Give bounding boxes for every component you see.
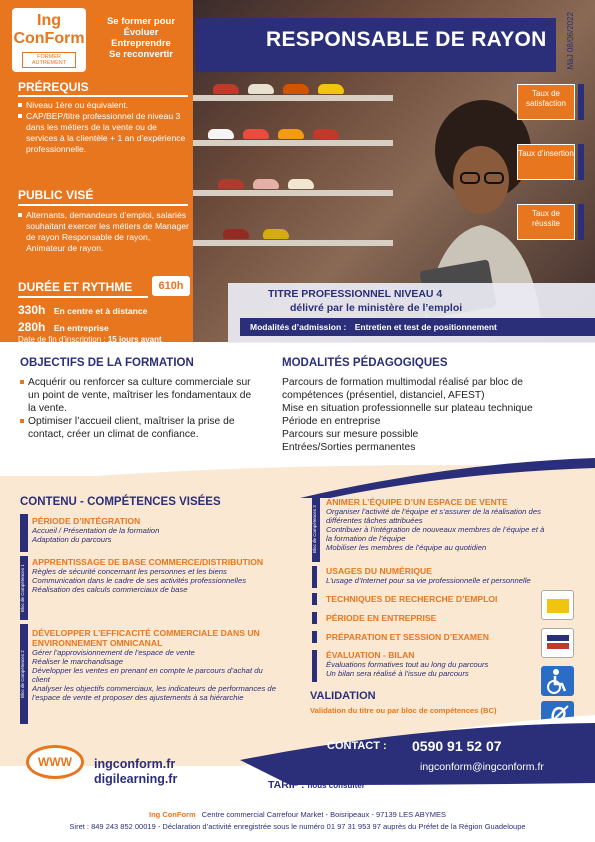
list-item: Optimiser l’accueil client, maîtriser la prise de contact, créer un climat de confiance. bbox=[20, 415, 252, 441]
module-integration bbox=[32, 516, 310, 544]
contenu-heading: CONTENU - COMPÉTENCES VISÉES bbox=[20, 496, 221, 508]
module-marker bbox=[20, 514, 28, 552]
bloc-tab: Bloc de Compétences 3 bbox=[312, 496, 320, 562]
hours-label: En entreprise bbox=[53, 323, 109, 333]
admission-band bbox=[240, 318, 595, 336]
module-periode: PÉRIODE EN ENTREPRISE bbox=[326, 613, 437, 623]
date-value: 15 jours avant bbox=[107, 335, 162, 344]
footer-address-text: Centre commercial Carrefour Market - Boisripeaux - 97139 LES ABYMES bbox=[201, 810, 447, 819]
module-line: Communication dans le cadre de ses activités professionnelles bbox=[32, 576, 247, 585]
module-line: Mobiliser les membres de l’équipe au quotidien bbox=[326, 543, 487, 552]
module-title: ÉVALUATION - BILAN bbox=[326, 650, 415, 660]
list-item: CAP/BEP/titre professionnel de niveau 3 dans les métiers de la vente ou de services à la clientèle + 1 an d’expérience professionnelle. bbox=[18, 111, 190, 155]
module-marker bbox=[312, 631, 317, 643]
hours-label: En centre et à distance bbox=[53, 306, 148, 316]
module-title: ANIMER L’ÉQUIPE D’UN ESPACE DE VENTE bbox=[326, 497, 508, 507]
comite-badge-icon bbox=[541, 628, 574, 658]
logo-line2: ConForm bbox=[13, 30, 85, 47]
divider bbox=[18, 95, 188, 97]
module-line: Développer les ventes en prenant en compte le parcours d’achat du client bbox=[32, 666, 263, 684]
module-title: USAGES DU NUMÉRIQUE bbox=[326, 566, 432, 576]
modalites-heading: MODALITÉS PÉDAGOGIQUES bbox=[282, 357, 448, 369]
divider bbox=[18, 296, 148, 298]
tarif-label: TARIF : bbox=[268, 779, 305, 791]
module-line: Réaliser le marchandisage bbox=[32, 657, 124, 666]
web-icon: WWW bbox=[26, 745, 84, 779]
wheelchair-icon bbox=[541, 666, 574, 696]
module-line: L’usage d’Internet pour sa vie professionnelle et personnelle bbox=[326, 576, 531, 585]
admission-value: Entretien et test de positionnement bbox=[354, 322, 497, 332]
divider bbox=[18, 204, 188, 206]
objectifs-heading: OBJECTIFS DE LA FORMATION bbox=[20, 357, 194, 369]
modalite-line: Période en entreprise bbox=[282, 416, 381, 427]
date-fin bbox=[18, 335, 162, 344]
footer-address bbox=[0, 810, 595, 819]
module-preparation: PRÉPARATION ET SESSION D’EXAMEN bbox=[326, 632, 489, 642]
total-hours-badge: 610h bbox=[152, 276, 190, 296]
module-techniques: TECHNIQUES DE RECHERCHE D’EMPLOI bbox=[326, 594, 498, 604]
ingconform-logo bbox=[12, 8, 86, 72]
bloc-tab: Bloc de Compétences 1 bbox=[20, 556, 28, 620]
date-label: Date de fin d’inscription : bbox=[18, 335, 106, 344]
module-line: Règles de sécurité concernant les personnes et les biens bbox=[32, 567, 227, 576]
duree-row bbox=[18, 301, 147, 319]
module-commerce bbox=[32, 557, 278, 594]
modalites-text bbox=[282, 376, 572, 454]
hours-value: 330h bbox=[18, 303, 46, 317]
objectifs-list bbox=[20, 376, 252, 441]
website-link[interactable]: digilearning.fr bbox=[94, 772, 178, 786]
footer-legal: Siret : 849 243 852 00019 - Déclaration d’activité enregistrée sous le numéro 01 97 31 953 97 auprès du Préfet de la Région Guadeloupe bbox=[69, 822, 526, 831]
module-usages bbox=[326, 566, 556, 585]
validation-text: Validation du titre ou par bloc de compétences (BC) bbox=[310, 706, 497, 715]
hours-value: 280h bbox=[18, 320, 46, 334]
module-line: Contribuer à l’intégration de nouveaux membres de l’équipe et à la formation de l’équipe bbox=[326, 525, 545, 543]
titre-pro-line2: délivré par le ministère de l’emploi bbox=[290, 302, 463, 314]
modalite-line: Parcours de formation multimodal réalisé par bloc de compétences (présentiel, distanciel, AFEST) bbox=[282, 377, 523, 401]
stat-bar bbox=[578, 204, 584, 240]
module-line: Réalisation des calculs commerciaux de base bbox=[32, 585, 188, 594]
vae-badge-icon bbox=[541, 590, 574, 620]
module-evaluation bbox=[326, 650, 536, 678]
prerequis-heading: PRÉREQUIS bbox=[18, 80, 89, 94]
page-title: RESPONSABLE DE RAYON bbox=[266, 28, 547, 51]
module-line: Évaluations formatives tout au long du parcours bbox=[326, 660, 489, 669]
website-link[interactable]: ingconform.fr bbox=[94, 757, 176, 771]
module-marker bbox=[312, 650, 317, 682]
tagline-line: Entreprendre bbox=[111, 38, 171, 49]
update-date: MàJ 08/06/2022 bbox=[566, 12, 575, 70]
stat-satisfaction: Taux de satisfaction bbox=[517, 84, 575, 120]
public-heading: PUBLIC VISÉ bbox=[18, 188, 94, 202]
module-title: APPRENTISSAGE DE BASE COMMERCE/DISTRIBUTION bbox=[32, 557, 264, 567]
module-line: Analyser les objectifs commerciaux, les indicateurs de performances de l’espace de vente et proposer des ajustements à sa hiérarchie bbox=[32, 684, 276, 702]
module-line: Gérer l’approvisionnement de l’espace de vente bbox=[32, 648, 195, 657]
duree-heading: DURÉE ET RYTHME bbox=[18, 280, 133, 294]
validation-heading: VALIDATION bbox=[310, 690, 376, 702]
list-item: Alternants, demandeurs d’emploi, salariés souhaitant exercer les métiers de Manager de rayon Responsable de rayon, Animateur de rayon. bbox=[18, 210, 190, 254]
module-efficacite bbox=[32, 628, 278, 702]
prerequis-list bbox=[18, 100, 190, 155]
module-line: Un bilan sera réalisé à l’issue du parcours bbox=[326, 669, 469, 678]
module-marker bbox=[312, 612, 317, 624]
tagline-line: Évoluer bbox=[123, 27, 159, 38]
logo-line1: Ing bbox=[37, 12, 61, 29]
module-animer bbox=[326, 497, 546, 552]
list-item: Niveau 1ère ou équivalent. bbox=[18, 100, 190, 111]
tarif-value: nous consulter bbox=[307, 781, 365, 790]
stat-insertion: Taux d’insertion bbox=[517, 144, 575, 180]
modalite-line: Mise en situation professionnelle sur plateau technique bbox=[282, 403, 533, 414]
titre-pro-line1: TITRE PROFESSIONNEL NIVEAU 4 bbox=[268, 288, 443, 300]
module-marker bbox=[312, 566, 317, 588]
module-marker bbox=[312, 593, 317, 605]
stat-reussite: Taux de réussite bbox=[517, 204, 575, 240]
contact-phone[interactable]: 0590 91 52 07 bbox=[412, 738, 502, 754]
module-title: DÉVELOPPER L’EFFICACITÉ COMMERCIALE DANS UN ENVIRONNEMENT OMNICANAL bbox=[32, 628, 260, 648]
tarif bbox=[268, 779, 365, 791]
tagline bbox=[96, 16, 186, 60]
duree-row bbox=[18, 318, 109, 336]
public-list bbox=[18, 210, 190, 254]
module-title: PÉRIODE D’INTÉGRATION bbox=[32, 516, 141, 526]
module-line: Organiser l’activité de l’équipe et s’assurer de la réalisation des différentes tâches attribuées bbox=[326, 507, 541, 525]
contact-label: CONTACT : bbox=[327, 740, 387, 752]
modalite-line: Entrées/Sorties permanentes bbox=[282, 442, 416, 453]
bloc-tab: Bloc de Compétences 2 bbox=[20, 624, 28, 724]
tagline-line: Se former pour bbox=[106, 16, 176, 27]
modalite-line: Parcours sur mesure possible bbox=[282, 429, 419, 440]
list-item: Acquérir ou renforcer sa culture commerciale sur un point de vente, maîtriser les fondamentaux de la vente. bbox=[20, 376, 252, 415]
stat-bar bbox=[578, 84, 584, 120]
module-line: Accueil / Présentation de la formation bbox=[32, 526, 160, 535]
module-line: Adaptation du parcours bbox=[32, 535, 112, 544]
tagline-line: Se reconvertir bbox=[109, 49, 173, 60]
admission-label: Modalités d’admission : bbox=[250, 322, 347, 332]
stat-bar bbox=[578, 144, 584, 180]
footer-brand: Ing ConForm bbox=[148, 810, 196, 819]
wave-decoration bbox=[0, 458, 595, 498]
logo-slogan: FORMER AUTREMENT bbox=[22, 52, 76, 68]
contact-email[interactable]: ingconform@ingconform.fr bbox=[420, 761, 544, 773]
